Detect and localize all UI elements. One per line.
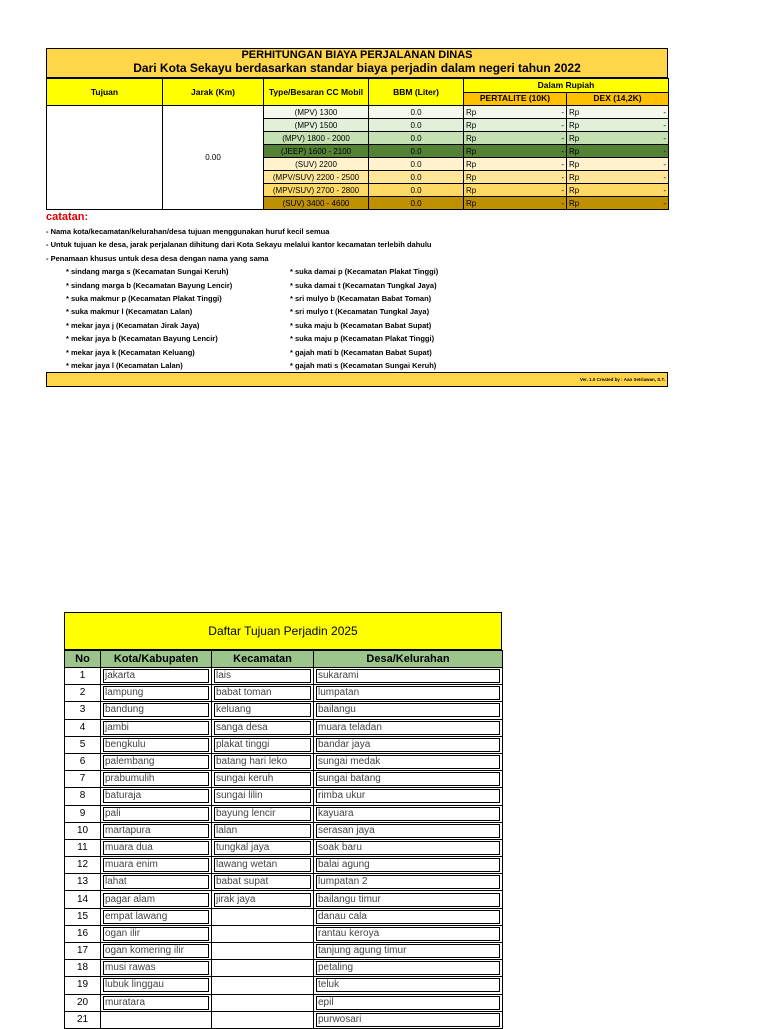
desa-cell[interactable] — [314, 977, 503, 994]
kota-value: baturaja — [103, 789, 209, 803]
pertalite-cost-cell — [464, 132, 567, 145]
row-number: 17 — [65, 943, 101, 960]
desa-value: purwosari — [316, 1013, 500, 1027]
kota-value: muratara — [103, 996, 209, 1010]
special-name-item: * sindang marga s (Kecamatan Sungai Keruh) — [66, 267, 229, 277]
table-row — [65, 839, 503, 856]
vehicle-type-cell: (SUV) 3400 - 4600 — [264, 197, 369, 210]
kota-value — [103, 1014, 209, 1026]
kota-cell[interactable] — [101, 994, 212, 1011]
calc-title-box — [46, 48, 668, 78]
kota-cell[interactable] — [101, 822, 212, 839]
kota-cell[interactable] — [101, 1011, 212, 1028]
row-number: 10 — [65, 822, 101, 839]
pertalite-cost-cell — [464, 145, 567, 158]
row-number: 15 — [65, 908, 101, 925]
desa-cell[interactable] — [314, 874, 503, 891]
currency-label: Rp — [466, 120, 477, 130]
bbm-cell: 0.0 — [369, 145, 464, 158]
table-row — [65, 977, 503, 994]
row-number: 20 — [65, 994, 101, 1011]
kota-value: jambi — [103, 721, 209, 735]
kecamatan-value: lawang wetan — [214, 858, 311, 872]
pertalite-cost-cell — [464, 158, 567, 171]
currency-label: Rp — [466, 133, 477, 143]
dex-cost-cell — [567, 145, 669, 158]
table-row — [65, 771, 503, 788]
desa-cell[interactable] — [314, 805, 503, 822]
kota-cell[interactable] — [101, 685, 212, 702]
note-line: - Penamaan khusus untuk desa desa dengan nama yang sama — [46, 253, 269, 263]
vehicle-type-cell: (MPV/SUV) 2700 - 2800 — [264, 184, 369, 197]
tujuan-cell[interactable] — [47, 106, 163, 210]
kecamatan-value: sungai lilin — [214, 789, 311, 803]
desa-value: kayuara — [316, 807, 500, 821]
desa-cell[interactable] — [314, 685, 503, 702]
cost-value: - — [663, 198, 666, 208]
cost-value: - — [663, 185, 666, 195]
table-row — [65, 908, 503, 925]
cost-value: - — [561, 107, 564, 117]
kota-value: lubuk linggau — [103, 978, 209, 992]
currency-label: Rp — [569, 172, 580, 182]
table-row — [65, 1011, 503, 1028]
kota-value: martapura — [103, 824, 209, 838]
desa-cell[interactable] — [314, 788, 503, 805]
special-name-item: * mekar jaya l (Kecamatan Lalan) — [66, 361, 183, 371]
kota-cell[interactable] — [101, 753, 212, 770]
desa-value: danau cala — [316, 910, 500, 924]
bbm-cell: 0.0 — [369, 171, 464, 184]
desa-value: bailangu timur — [316, 893, 500, 907]
table-row — [65, 685, 503, 702]
kecamatan-value: plakat tinggi — [214, 738, 311, 752]
desa-cell[interactable] — [314, 668, 503, 685]
dex-cost-cell — [567, 119, 669, 132]
special-name-item: * mekar jaya b (Kecamatan Bayung Lencir) — [66, 334, 218, 344]
pertalite-cost-cell — [464, 197, 567, 210]
special-name-item: * gajah mati b (Kecamatan Babat Supat) — [290, 347, 432, 357]
kecamatan-value: sanga desa — [214, 721, 311, 735]
kota-value: ogan komering ilir — [103, 944, 209, 958]
special-name-item: * mekar jaya j (Kecamatan Jirak Jaya) — [66, 320, 200, 330]
kecamatan-value — [214, 979, 311, 991]
kecamatan-value: bayung lencir — [214, 807, 311, 821]
bbm-cell: 0.0 — [369, 184, 464, 197]
cost-calculation-sheet — [46, 48, 668, 387]
desa-value: soak baru — [316, 841, 500, 855]
special-name-item: * suka maju p (Kecamatan Plakat Tinggi) — [290, 334, 435, 344]
kecamatan-cell[interactable] — [212, 702, 314, 719]
row-number: 6 — [65, 753, 101, 770]
kecamatan-value: babat supat — [214, 875, 311, 889]
bbm-cell: 0.0 — [369, 119, 464, 132]
cost-value: - — [663, 107, 666, 117]
header-desa: Desa/Kelurahan — [314, 651, 503, 668]
version-text: Ver. 1.0 Created by : Aan Setriawan, S.T. — [579, 377, 665, 383]
kota-cell[interactable] — [101, 788, 212, 805]
desa-value: serasan jaya — [316, 824, 500, 838]
special-name-item: * sri mulyo b (Kecamatan Babat Toman) — [290, 294, 432, 304]
kota-value: ogan ilir — [103, 927, 209, 941]
currency-label: Rp — [466, 159, 477, 169]
table-row — [65, 668, 503, 685]
kecamatan-value — [214, 1014, 311, 1026]
kecamatan-value: lalan — [214, 824, 311, 838]
desa-value: bandar jaya — [316, 738, 500, 752]
header-bbm: BBM (Liter) — [369, 79, 464, 106]
special-names-col1 — [46, 265, 290, 372]
currency-label: Rp — [569, 198, 580, 208]
desa-cell[interactable] — [314, 891, 503, 908]
kota-cell[interactable] — [101, 925, 212, 942]
table-row — [65, 925, 503, 942]
desa-value: sungai medak — [316, 755, 500, 769]
table-row — [65, 857, 503, 874]
desa-value: muara teladan — [316, 721, 500, 735]
kota-value: jakarta — [103, 669, 209, 683]
kecamatan-value: babat toman — [214, 686, 311, 700]
kota-cell[interactable] — [101, 771, 212, 788]
kecamatan-value — [214, 911, 311, 923]
row-number: 1 — [65, 668, 101, 685]
kecamatan-value: batang hari leko — [214, 755, 311, 769]
cost-value: - — [561, 198, 564, 208]
currency-label: Rp — [569, 185, 580, 195]
calc-title: PERHITUNGAN BIAYA PERJALANAN DINAS — [241, 49, 473, 61]
vehicle-type-cell: (SUV) 2200 — [264, 158, 369, 171]
desa-cell[interactable] — [314, 753, 503, 770]
cost-value: - — [663, 159, 666, 169]
destination-list-sheet — [64, 612, 502, 1029]
header-no: No — [65, 651, 101, 668]
kota-value: prabumulih — [103, 772, 209, 786]
desa-value: bailangu — [316, 703, 500, 717]
currency-label: Rp — [569, 120, 580, 130]
dex-cost-cell — [567, 106, 669, 119]
kota-value: muara dua — [103, 841, 209, 855]
special-name-item: * suka damai p (Kecamatan Plakat Tinggi) — [290, 267, 439, 277]
cost-value: - — [663, 146, 666, 156]
row-number: 14 — [65, 891, 101, 908]
currency-label: Rp — [569, 159, 580, 169]
desa-cell[interactable] — [314, 822, 503, 839]
kecamatan-cell[interactable] — [212, 771, 314, 788]
currency-label: Rp — [466, 107, 477, 117]
special-name-item: * suka maju b (Kecamatan Babat Supat) — [290, 320, 432, 330]
bbm-cell: 0.0 — [369, 132, 464, 145]
desa-value: lumpatan 2 — [316, 875, 500, 889]
calc-subtitle: Dari Kota Sekayu berdasarkan standar biaya perjadin dalam negeri tahun 2022 — [133, 61, 581, 75]
kecamatan-cell[interactable] — [212, 788, 314, 805]
desa-cell[interactable] — [314, 943, 503, 960]
special-name-item: * mekar jaya k (Kecamatan Keluang) — [66, 347, 195, 357]
desa-value: rimba ukur — [316, 789, 500, 803]
cost-row — [47, 106, 669, 119]
table-row — [65, 960, 503, 977]
note-line: - Untuk tujuan ke desa, jarak perjalanan dihitung dari Kota Sekayu melalui kantor kecamatan terlebih dahulu — [46, 240, 432, 250]
pertalite-cost-cell — [464, 171, 567, 184]
destination-table-body — [65, 668, 503, 1029]
cost-value: - — [561, 159, 564, 169]
currency-label: Rp — [466, 146, 477, 156]
table-row — [65, 719, 503, 736]
header-type: Type/Besaran CC Mobil — [264, 79, 369, 106]
notes-section — [46, 210, 668, 372]
desa-cell[interactable] — [314, 960, 503, 977]
special-name-item: * sindang marga b (Kecamatan Bayung Lencir) — [66, 280, 233, 290]
desa-cell[interactable] — [314, 736, 503, 753]
destination-header-row — [65, 651, 503, 668]
vehicle-type-cell: (MPV) 1500 — [264, 119, 369, 132]
desa-value: teluk — [316, 978, 500, 992]
header-pertalite: PERTALITE (10K) — [464, 92, 567, 106]
cost-table — [46, 78, 669, 210]
currency-label: Rp — [569, 133, 580, 143]
kota-cell[interactable] — [101, 908, 212, 925]
kota-value: palembang — [103, 755, 209, 769]
kota-value: pali — [103, 807, 209, 821]
kecamatan-cell[interactable] — [212, 839, 314, 856]
kota-cell[interactable] — [101, 839, 212, 856]
row-number: 12 — [65, 857, 101, 874]
kecamatan-cell[interactable] — [212, 943, 314, 960]
row-number: 19 — [65, 977, 101, 994]
desa-cell[interactable] — [314, 857, 503, 874]
table-row — [65, 702, 503, 719]
desa-cell[interactable] — [314, 1011, 503, 1028]
currency-label: Rp — [569, 107, 580, 117]
kecamatan-value: keluang — [214, 703, 311, 717]
kota-cell[interactable] — [101, 960, 212, 977]
cost-value: - — [561, 120, 564, 130]
kecamatan-value: sungai keruh — [214, 772, 311, 786]
kota-cell[interactable] — [101, 668, 212, 685]
table-row — [65, 736, 503, 753]
desa-cell[interactable] — [314, 771, 503, 788]
currency-label: Rp — [466, 198, 477, 208]
cost-value: - — [561, 185, 564, 195]
header-jarak: Jarak (Km) — [163, 79, 264, 106]
table-row — [65, 874, 503, 891]
cost-value: - — [663, 120, 666, 130]
dex-cost-cell — [567, 197, 669, 210]
kota-value: empat lawang — [103, 910, 209, 924]
table-row — [65, 994, 503, 1011]
kota-cell[interactable] — [101, 943, 212, 960]
vehicle-type-cell: (MPV) 1800 - 2000 — [264, 132, 369, 145]
kota-cell[interactable] — [101, 977, 212, 994]
dex-cost-cell — [567, 132, 669, 145]
special-name-item: * suka makmur p (Kecamatan Plakat Tinggi) — [66, 294, 222, 304]
row-number: 4 — [65, 719, 101, 736]
kecamatan-value: tungkal jaya — [214, 841, 311, 855]
row-number: 8 — [65, 788, 101, 805]
header-tujuan: Tujuan — [47, 79, 163, 106]
kecamatan-cell[interactable] — [212, 753, 314, 770]
kecamatan-value — [214, 928, 311, 940]
bbm-cell: 0.0 — [369, 158, 464, 171]
desa-cell[interactable] — [314, 908, 503, 925]
desa-cell[interactable] — [314, 719, 503, 736]
kecamatan-cell[interactable] — [212, 891, 314, 908]
row-number: 3 — [65, 702, 101, 719]
destination-table — [64, 650, 503, 1029]
table-row — [65, 891, 503, 908]
special-name-item: * suka makmur l (Kecamatan Lalan) — [66, 307, 193, 317]
dex-cost-cell — [567, 158, 669, 171]
row-number: 18 — [65, 960, 101, 977]
row-number: 21 — [65, 1011, 101, 1028]
cost-value: - — [663, 133, 666, 143]
kecamatan-cell[interactable] — [212, 719, 314, 736]
desa-cell[interactable] — [314, 925, 503, 942]
kecamatan-cell[interactable] — [212, 668, 314, 685]
desa-value: balai agung — [316, 858, 500, 872]
dex-cost-cell — [567, 184, 669, 197]
kota-value: bengkulu — [103, 738, 209, 752]
desa-value: tanjung agung timur — [316, 944, 500, 958]
kota-cell[interactable] — [101, 857, 212, 874]
row-number: 13 — [65, 874, 101, 891]
currency-label: Rp — [466, 172, 477, 182]
dex-cost-cell — [567, 171, 669, 184]
notes-heading: catatan: — [46, 211, 89, 223]
special-name-item: * suka damai t (Kecamatan Tungkal Jaya) — [290, 280, 437, 290]
row-number: 5 — [65, 736, 101, 753]
row-number: 9 — [65, 805, 101, 822]
pertalite-cost-cell — [464, 184, 567, 197]
vehicle-type-cell: (MPV/SUV) 2200 - 2500 — [264, 171, 369, 184]
cost-value: - — [561, 172, 564, 182]
row-number: 11 — [65, 839, 101, 856]
pertalite-cost-cell — [464, 119, 567, 132]
table-row — [65, 753, 503, 770]
kota-value: musi rawas — [103, 961, 209, 975]
kecamatan-cell[interactable] — [212, 822, 314, 839]
desa-value: sukarami — [316, 669, 500, 683]
kecamatan-value — [214, 945, 311, 957]
note-line: - Nama kota/kecamatan/kelurahan/desa tujuan menggunakan huruf kecil semua — [46, 227, 330, 236]
kota-cell[interactable] — [101, 719, 212, 736]
vehicle-type-cell: (JEEP) 1600 - 2100 — [264, 145, 369, 158]
kecamatan-cell[interactable] — [212, 908, 314, 925]
header-dex: DEX (14,2K) — [567, 92, 669, 106]
version-bar — [46, 372, 668, 387]
desa-value: petaling — [316, 961, 500, 975]
pertalite-cost-cell — [464, 106, 567, 119]
kecamatan-cell[interactable] — [212, 960, 314, 977]
kota-value: bandung — [103, 703, 209, 717]
row-number: 7 — [65, 771, 101, 788]
table-row — [65, 822, 503, 839]
table-row — [65, 805, 503, 822]
kecamatan-cell[interactable] — [212, 736, 314, 753]
currency-label: Rp — [466, 185, 477, 195]
kecamatan-value: lais — [214, 669, 311, 683]
kecamatan-cell[interactable] — [212, 874, 314, 891]
currency-label: Rp — [569, 146, 580, 156]
kecamatan-cell[interactable] — [212, 925, 314, 942]
kota-cell[interactable] — [101, 805, 212, 822]
kecamatan-cell[interactable] — [212, 1011, 314, 1028]
kota-value: muara enim — [103, 858, 209, 872]
kota-cell[interactable] — [101, 891, 212, 908]
kecamatan-cell[interactable] — [212, 994, 314, 1011]
kota-value: pagar alam — [103, 893, 209, 907]
bbm-cell: 0.0 — [369, 106, 464, 119]
list-title: Daftar Tujuan Perjadin 2025 — [64, 612, 502, 650]
kota-cell[interactable] — [101, 874, 212, 891]
bbm-cell: 0.0 — [369, 197, 464, 210]
special-name-item: * sri mulyo t (Kecamatan Tungkal Jaya) — [290, 307, 430, 317]
kota-value: lahat — [103, 875, 209, 889]
desa-value: lumpatan — [316, 686, 500, 700]
kota-cell[interactable] — [101, 736, 212, 753]
desa-cell[interactable] — [314, 839, 503, 856]
jarak-cell: 0.00 — [163, 106, 264, 210]
kecamatan-cell[interactable] — [212, 805, 314, 822]
special-names-columns — [46, 265, 668, 372]
kecamatan-value — [214, 997, 311, 1009]
desa-cell[interactable] — [314, 702, 503, 719]
desa-value: epil — [316, 996, 500, 1010]
table-row — [65, 788, 503, 805]
special-names-col2 — [290, 265, 590, 372]
table-row — [65, 943, 503, 960]
kecamatan-cell[interactable] — [212, 857, 314, 874]
kota-cell[interactable] — [101, 702, 212, 719]
special-name-item: * gajah mati s (Kecamatan Sungai Keruh) — [290, 361, 437, 371]
header-dalam-rupiah: Dalam Rupiah — [464, 79, 669, 93]
cost-table-body — [47, 106, 669, 210]
kecamatan-cell[interactable] — [212, 977, 314, 994]
header-kecamatan: Kecamatan — [212, 651, 314, 668]
kecamatan-cell[interactable] — [212, 685, 314, 702]
row-number: 16 — [65, 925, 101, 942]
kecamatan-value: jirak jaya — [214, 893, 311, 907]
desa-value: sungai batang — [316, 772, 500, 786]
kota-value: lampung — [103, 686, 209, 700]
cost-value: - — [561, 133, 564, 143]
header-kota: Kota/Kabupaten — [101, 651, 212, 668]
desa-value: rantau keroya — [316, 927, 500, 941]
kecamatan-value — [214, 962, 311, 974]
vehicle-type-cell: (MPV) 1300 — [264, 106, 369, 119]
row-number: 2 — [65, 685, 101, 702]
desa-cell[interactable] — [314, 994, 503, 1011]
cost-value: - — [561, 146, 564, 156]
cost-value: - — [663, 172, 666, 182]
